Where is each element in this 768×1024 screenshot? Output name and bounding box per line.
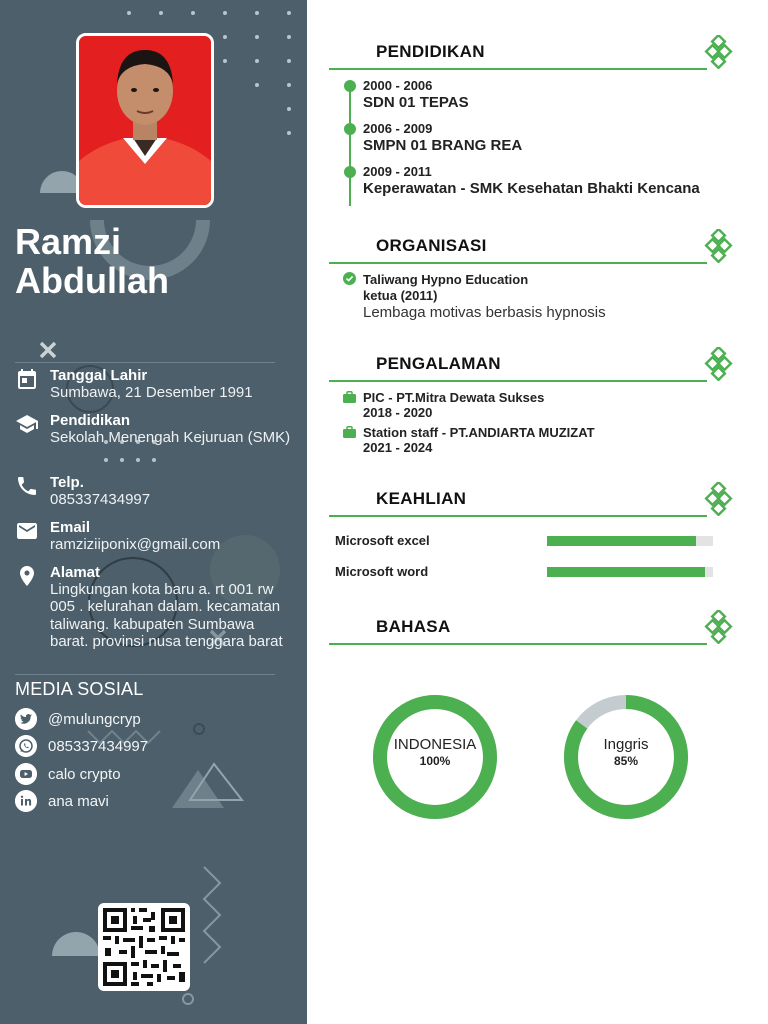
location-pin-icon [15, 564, 39, 588]
section-underline [329, 515, 707, 517]
decor-half-circle-bottom [52, 932, 100, 980]
social-text: 085337434997 [48, 738, 149, 755]
divider [15, 674, 275, 675]
experience-years: 2018 - 2020 [363, 405, 433, 420]
briefcase-icon [343, 391, 356, 403]
detail-label: Tanggal Lahir [50, 367, 148, 384]
ornament-icon [703, 35, 737, 69]
social-whatsapp[interactable] [15, 735, 285, 757]
detail-birthdate [15, 367, 295, 407]
experience-position: Station staff - PT.ANDIARTA MUZIZAT [363, 425, 595, 440]
ornament-icon [703, 347, 737, 381]
linkedin-icon [15, 790, 37, 812]
social-text: calo crypto [48, 766, 121, 783]
detail-email [15, 519, 295, 559]
phone-icon [15, 474, 39, 498]
ornament-icon [703, 610, 737, 644]
section-title-organisasi: ORGANISASI [376, 236, 487, 255]
social-text: @mulungcryp [48, 711, 141, 728]
education-years: 2006 - 2009 [363, 121, 433, 136]
section-title-keahlian: KEAHLIAN [376, 489, 467, 508]
skill-name: Microsoft excel [335, 533, 430, 548]
divider [15, 362, 275, 363]
detail-phone [15, 474, 295, 514]
education-school: SDN 01 TEPAS [363, 94, 469, 111]
organisation-name: Taliwang Hypno Education [363, 272, 529, 287]
social-twitter[interactable] [15, 708, 285, 730]
detail-value: Lingkungan kota baru a. rt 001 rw 005 . kelurahan dalam. kecamatan taliwang. kabupaten Sumbawa barat. provinsi nusa tenggara barat [50, 581, 283, 651]
detail-value: Sekolah Menengah Kejuruan (SMK) [50, 429, 291, 446]
section-title-bahasa: BAHASA [376, 617, 451, 636]
skill-bar-fill [547, 536, 696, 546]
youtube-icon [15, 763, 37, 785]
email-icon [15, 519, 39, 543]
ornament-icon [703, 482, 737, 516]
twitter-icon [15, 708, 37, 730]
briefcase-icon [343, 426, 356, 438]
timeline-dot [344, 166, 356, 178]
detail-address [15, 564, 295, 669]
timeline-line [349, 84, 351, 206]
first-name: Ramzi [15, 221, 122, 262]
section-underline [329, 262, 707, 264]
profile-photo [76, 33, 214, 208]
ornament-icon [703, 229, 737, 263]
section-title-pendidikan: PENDIDIKAN [376, 42, 485, 61]
detail-value: Sumbawa, 21 Desember 1991 [50, 384, 253, 401]
organisation-role: ketua (2011) [363, 288, 438, 303]
detail-label: Alamat [50, 564, 101, 581]
language-percent: 85% [613, 754, 639, 768]
detail-value[interactable]: 085337434997 [50, 491, 151, 508]
last-name: Abdullah [15, 260, 169, 301]
skill-bar-fill [547, 567, 705, 577]
decor-small-ring [182, 993, 194, 1005]
graduation-cap-icon [15, 412, 39, 436]
section-underline [329, 68, 707, 70]
media-sosial-title: MEDIA SOSIAL [15, 679, 144, 699]
detail-value[interactable]: ramziziiponix@gmail.com [50, 536, 221, 553]
social-linkedin[interactable] [15, 790, 285, 812]
section-underline [329, 643, 707, 645]
section-title-pengalaman: PENGALAMAN [376, 354, 501, 373]
section-underline [329, 380, 707, 382]
skill-bar [547, 567, 713, 577]
timeline-dot [344, 80, 356, 92]
skill-name: Microsoft word [335, 564, 429, 579]
education-years: 2000 - 2006 [363, 78, 433, 93]
detail-label: Telp. [50, 474, 84, 491]
education-school: SMPN 01 BRANG REA [363, 137, 523, 154]
social-youtube[interactable] [15, 763, 285, 785]
profile-name [15, 222, 295, 300]
organisation-description: Lembaga motivas berbasis hypnosis [363, 304, 606, 321]
language-ring-indonesia [372, 694, 498, 820]
language-ring-inggris [563, 694, 689, 820]
sidebar [0, 0, 307, 1024]
detail-label: Email [50, 519, 91, 536]
timeline-dot [344, 123, 356, 135]
decor-zigzag-vertical [200, 865, 224, 965]
whatsapp-icon [15, 735, 37, 757]
detail-education [15, 412, 295, 467]
social-text: ana mavi [48, 793, 109, 810]
check-circle-icon [343, 272, 356, 285]
language-percent: 100% [419, 754, 451, 768]
decor-x-icon [38, 340, 58, 360]
skill-bar [547, 536, 713, 546]
experience-years: 2021 - 2024 [363, 440, 433, 455]
calendar-icon [15, 367, 39, 391]
education-school: Keperawatan - SMK Kesehatan Bhakti Kencana [363, 180, 700, 197]
language-name: INDONESIA [393, 736, 477, 753]
qr-code [98, 903, 190, 991]
experience-position: PIC - PT.Mitra Dewata Sukses [363, 390, 545, 405]
detail-label: Pendidikan [50, 412, 131, 429]
language-name: Inggris [603, 736, 649, 753]
education-years: 2009 - 2011 [363, 164, 432, 179]
